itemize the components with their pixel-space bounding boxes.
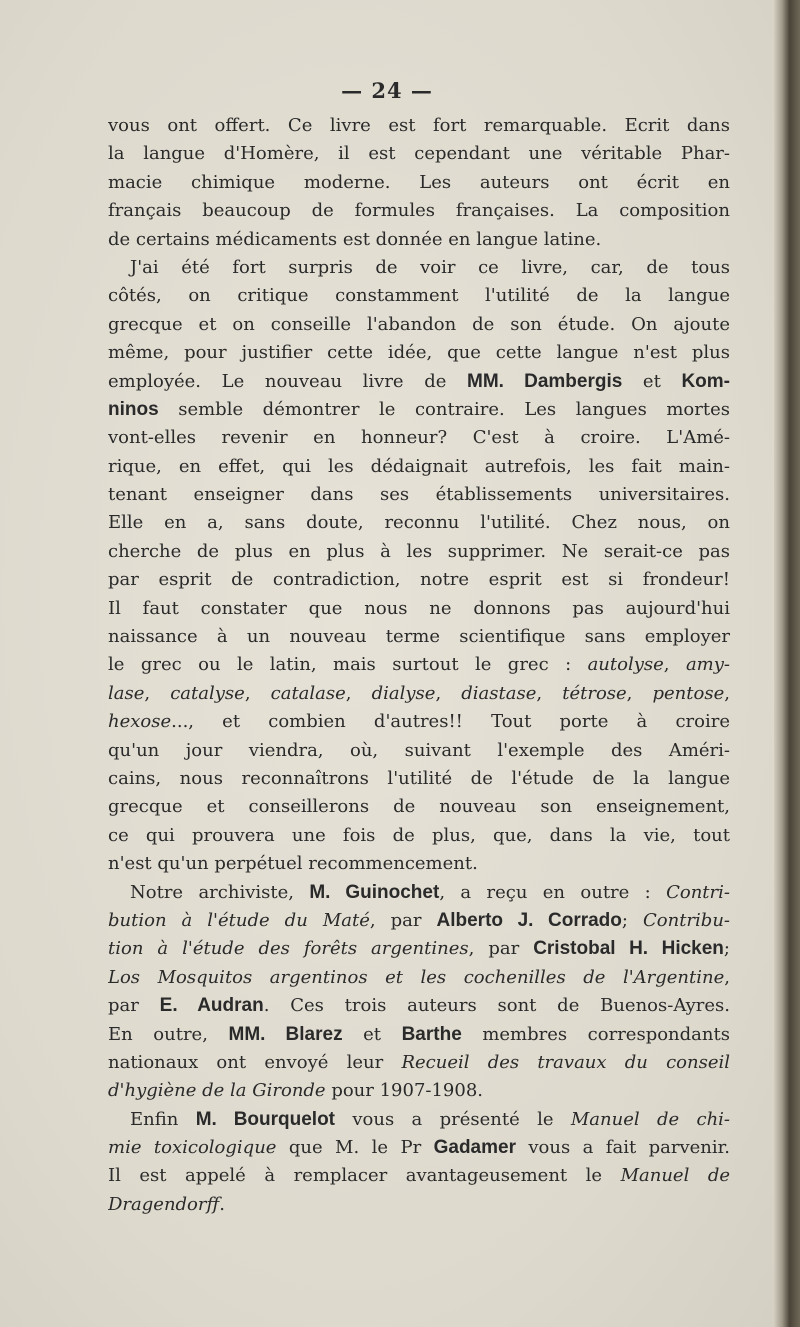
text-line: tenant enseigner dans ses établissements universitaires.: [108, 484, 730, 506]
text-line: mie toxicologique que M. le Pr Gadamer vous a fait parvenir.: [108, 1137, 730, 1159]
book-spine-shadow: [774, 0, 800, 1327]
text-line: naissance à un nouveau terme scientifique sans employer: [108, 626, 730, 648]
text-line: grecque et conseillerons de nouveau son enseignement,: [108, 796, 730, 818]
text-line: J'ai été fort surpris de voir ce livre, car, de tous: [130, 256, 730, 278]
text-line: côtés, on critique constamment l'utilité de la langue: [108, 285, 730, 307]
text-line: par esprit de contradiction, notre esprit est si frondeur!: [108, 569, 730, 591]
body-text: [108, 112, 730, 1219]
text-line: hexose..., et combien d'autres!! Tout porte à croire: [108, 711, 730, 733]
text-line: En outre, MM. Blarez et Barthe membres correspondants: [108, 1023, 730, 1045]
text-line: ce qui prouvera une fois de plus, que, dans la vie, tout: [108, 824, 730, 846]
text-line: macie chimique moderne. Les auteurs ont écrit en: [108, 171, 730, 193]
text-line: Enfin M. Bourquelot vous a présenté le Manuel de chi-: [130, 1108, 730, 1130]
text-line: le grec ou le latin, mais surtout le grec : autolyse, amy-: [108, 654, 730, 676]
text-line: la langue d'Homère, il est cependant une véritable Phar-: [108, 143, 730, 165]
text-line: Elle en a, sans doute, reconnu l'utilité. Chez nous, on: [108, 512, 730, 534]
text-line: Il est appelé à remplacer avantageusement le Manuel de: [108, 1165, 730, 1187]
text-line: qu'un jour viendra, où, suivant l'exemple des Améri-: [108, 739, 730, 761]
page-number: — 24 —: [341, 78, 433, 103]
text-line: bution à l'étude du Maté, par Alberto J. Corrado; Contribu-: [108, 909, 730, 931]
text-line: de certains médicaments est donnée en langue latine.: [108, 228, 602, 250]
text-line: rique, en effet, qui les dédaignait autrefois, les fait main-: [108, 455, 730, 477]
text-line: Dragendorff.: [108, 1193, 225, 1215]
text-line: Notre archiviste, M. Guinochet, a reçu en outre : Contri-: [130, 881, 730, 903]
text-line: tion à l'étude des forêts argentines, par Cristobal H. Hicken;: [108, 938, 730, 960]
text-line: cherche de plus en plus à les supprimer. Ne serait-ce pas: [108, 540, 730, 562]
text-line: même, pour justifier cette idée, que cette langue n'est plus: [108, 342, 730, 364]
text-line: d'hygiène de la Gironde pour 1907-1908.: [108, 1080, 484, 1102]
text-line: n'est qu'un perpétuel recommencement.: [108, 853, 478, 875]
text-line: employée. Le nouveau livre de MM. Dambergis et Kom-: [108, 370, 730, 392]
text-line: cains, nous reconnaîtrons l'utilité de l'étude de la langue: [108, 767, 730, 789]
text-line: nationaux ont envoyé leur Recueil des travaux du conseil: [108, 1051, 730, 1073]
text-line: ninos semble démontrer le contraire. Les langues mortes: [108, 398, 730, 420]
text-line: lase, catalyse, catalase, dialyse, diastase, tétrose, pentose,: [108, 682, 730, 704]
text-line: Los Mosquitos argentinos et les cochenilles de l'Argentine,: [108, 966, 730, 988]
text-line: par E. Audran. Ces trois auteurs sont de Buenos-Ayres.: [108, 995, 730, 1017]
text-line: Il faut constater que nous ne donnons pas aujourd'hui: [108, 597, 730, 619]
text-line: français beaucoup de formules françaises. La composition: [108, 200, 730, 222]
text-line: vont-elles revenir en honneur? C'est à croire. L'Amé-: [108, 427, 730, 449]
text-line: vous ont offert. Ce livre est fort remarquable. Ecrit dans: [108, 115, 730, 136]
text-line: grecque et on conseille l'abandon de son étude. On ajoute: [108, 313, 730, 335]
